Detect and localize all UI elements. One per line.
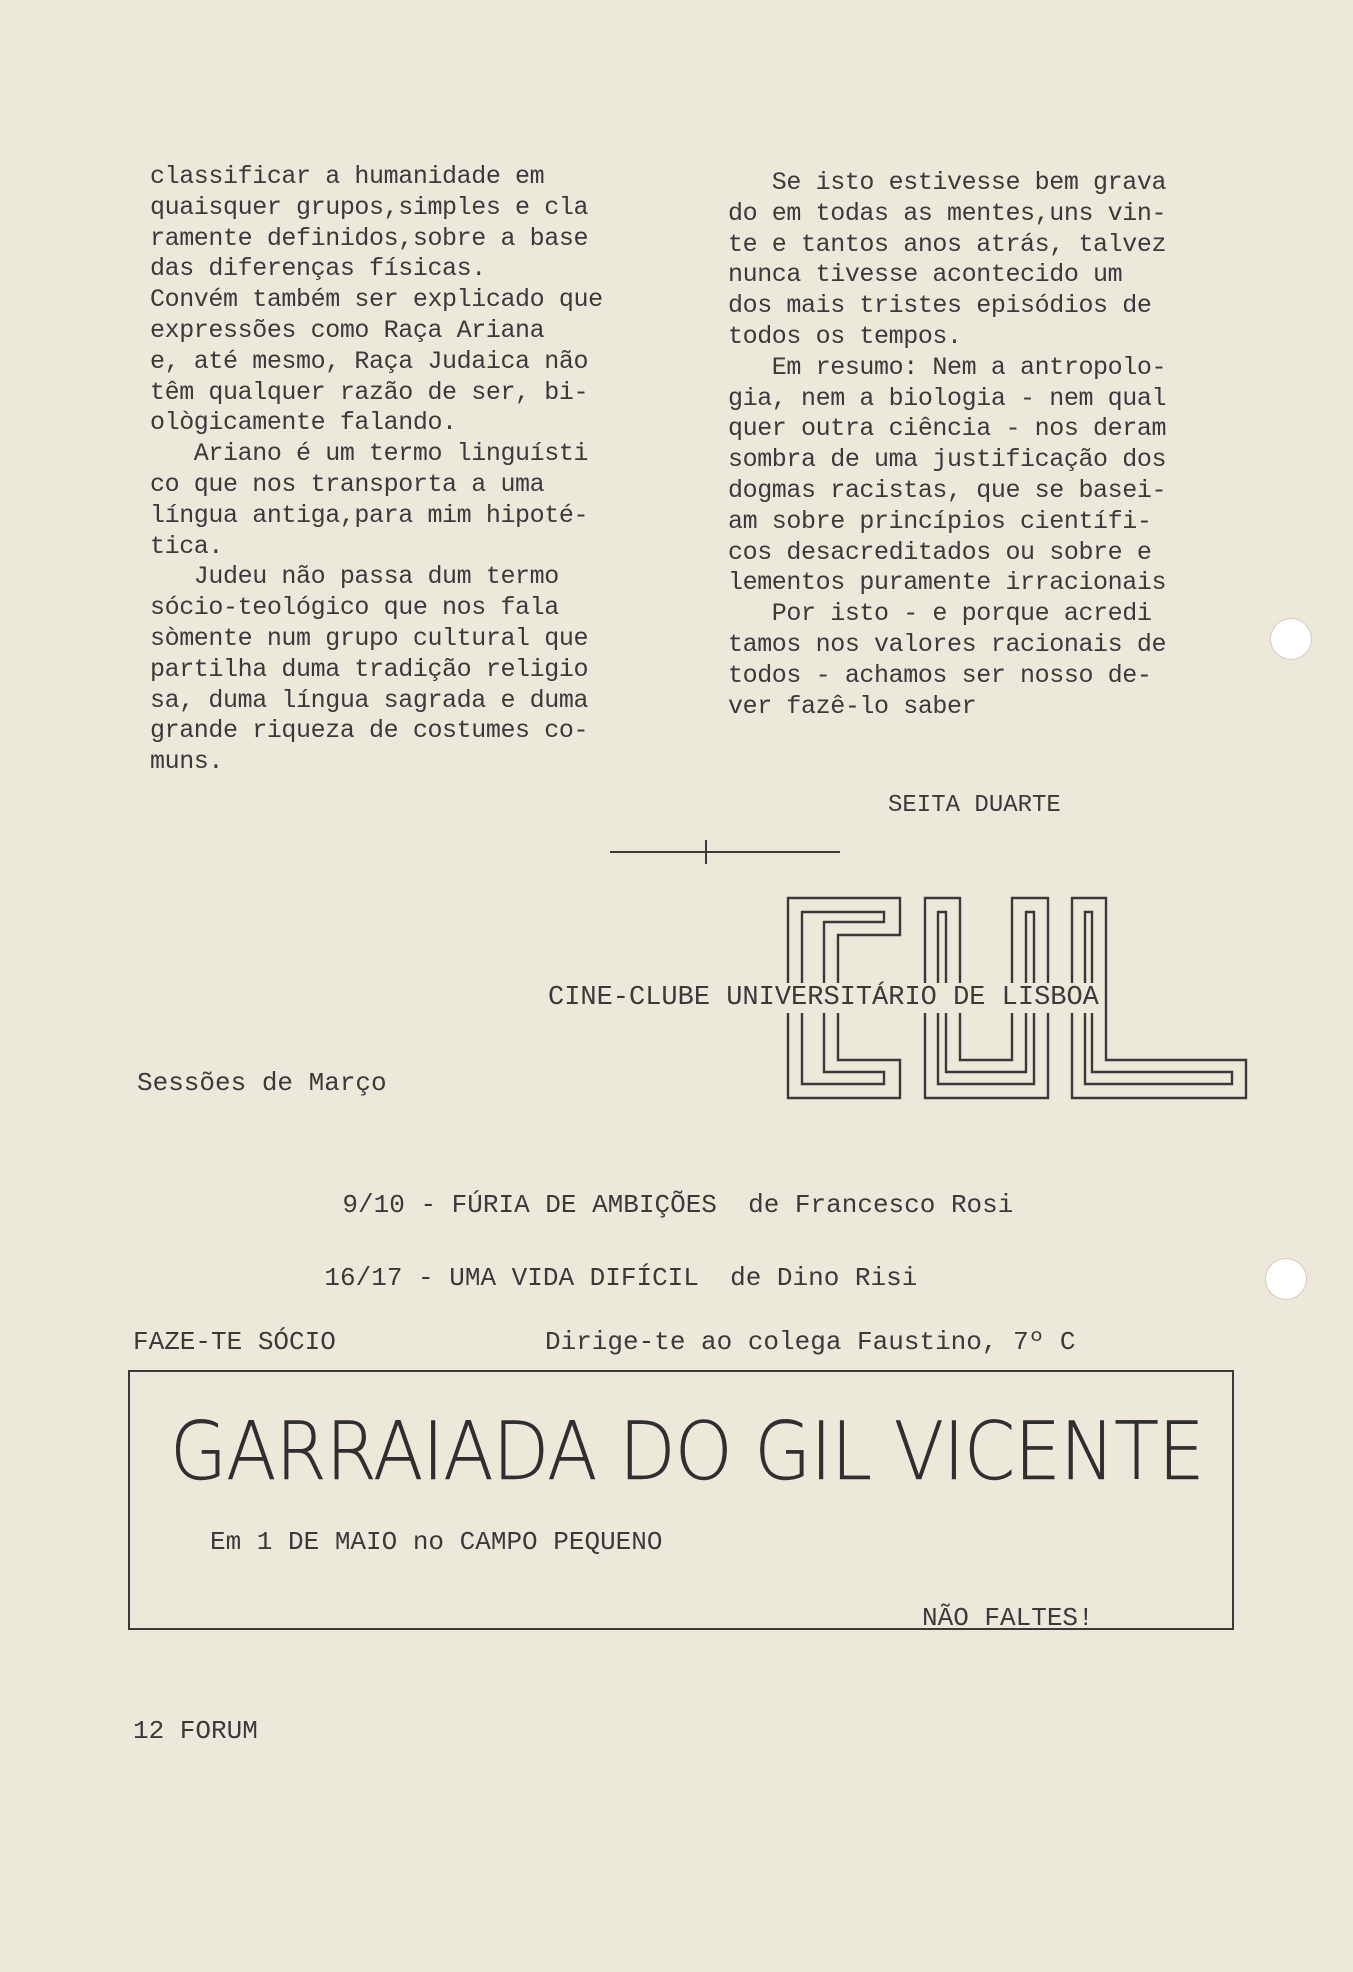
article-line: ològicamente falando.: [150, 408, 457, 438]
article-line: tamos nos valores racionais de: [728, 629, 1167, 659]
author-signature: SEITA DUARTE: [888, 792, 1061, 819]
article-line: nunca tivesse acontecido um: [728, 260, 1123, 290]
article-line: te e tantos anos atrás, talvez: [728, 229, 1167, 259]
article-line: quer outra ciência - nos deram: [728, 414, 1167, 444]
event-title: GARRAIADA DO GIL VICENTE: [170, 1405, 1204, 1498]
separator-line: [610, 851, 840, 853]
article-line: co que nos transporta a uma: [150, 469, 545, 499]
article-line: sócio-teológico que nos fala: [150, 593, 559, 623]
article-line: sòmente num grupo cultural que: [150, 623, 589, 653]
article-line: Judeu não passa dum termo: [150, 562, 559, 592]
article-line: das diferenças físicas.: [150, 254, 486, 284]
session-dates: 16/17: [324, 1263, 403, 1293]
session-director: de Francesco Rosi: [748, 1190, 1014, 1220]
article-line: tica.: [150, 531, 224, 561]
session-row: 16/17 - UMA VIDA DIFÍCIL de Dino Risi: [324, 1263, 918, 1293]
article-line: língua antiga,para mim hipoté-: [150, 500, 589, 530]
cine-clube-name: CINE-CLUBE UNIVERSITÁRIO DE LISBOA: [548, 983, 1099, 1013]
session-row: 9/10 - FÚRIA DE AMBIÇÕES de Francesco Rosi: [342, 1190, 1014, 1220]
session-film: UMA VIDA DIFÍCIL: [449, 1263, 699, 1293]
article-line: Se isto estivesse bem grava: [728, 168, 1167, 197]
article-line: do em todas as mentes,uns vin-: [728, 198, 1167, 228]
article-line: Em resumo: Nem a antropolo-: [728, 352, 1167, 382]
article-line: todos - achamos ser nosso de-: [728, 660, 1152, 690]
article-line: Por isto - e porque acredi: [728, 599, 1152, 629]
article-line: grande riqueza de costumes co-: [150, 716, 589, 746]
event-call: NÃO FALTES!: [922, 1603, 1094, 1633]
page-label: 12 FORUM: [133, 1716, 258, 1746]
session-dates: 9/10: [342, 1190, 405, 1220]
article-line: Ariano é um termo linguísti: [150, 439, 589, 469]
article-line: gia, nem a biologia - nem qual: [728, 383, 1167, 413]
article-line: e, até mesmo, Raça Judaica não: [150, 346, 589, 376]
article-line: dogmas racistas, que se basei-: [728, 475, 1167, 505]
article-line: ver fazê-lo saber: [728, 691, 977, 721]
article-line: ramente definidos,sobre a base: [150, 223, 589, 253]
join-label: FAZE-TE SÓCIO: [133, 1327, 336, 1357]
punch-hole: [1265, 1258, 1307, 1300]
punch-hole: [1270, 618, 1312, 660]
article-right-column: [728, 168, 1166, 722]
article-line: têm qualquer razão de ser, bi-: [150, 377, 589, 407]
article-line: partilha duma tradição religio: [150, 654, 589, 684]
session-film: FÚRIA DE AMBIÇÕES: [451, 1190, 717, 1220]
article-line: dos mais tristes episódios de: [728, 291, 1152, 321]
article-line: muns.: [150, 747, 224, 777]
article-line: expressões como Raça Ariana: [150, 315, 545, 345]
article-line: classificar a humanidade em: [150, 162, 545, 191]
article-line: sa, duma língua sagrada e duma: [150, 685, 589, 715]
article-left-column: [150, 162, 603, 778]
article-line: Convém também ser explicado que: [150, 285, 603, 315]
article-line: todos os tempos.: [728, 321, 962, 351]
separator-tick: [705, 840, 707, 864]
session-director: de Dino Risi: [730, 1263, 918, 1293]
article-line: lementos puramente irracionais: [728, 568, 1167, 598]
article-line: quaisquer grupos,simples e cla: [150, 192, 589, 222]
article-line: sombra de uma justificação dos: [728, 445, 1167, 475]
article-line: cos desacreditados ou sobre e: [728, 537, 1152, 567]
event-when: Em 1 DE MAIO no CAMPO PEQUENO: [210, 1527, 663, 1557]
join-text: Dirige-te ao colega Faustino, 7º C: [545, 1327, 1076, 1357]
article-line: am sobre princípios científi-: [728, 506, 1152, 536]
sessions-title: Sessões de Março: [137, 1068, 387, 1098]
